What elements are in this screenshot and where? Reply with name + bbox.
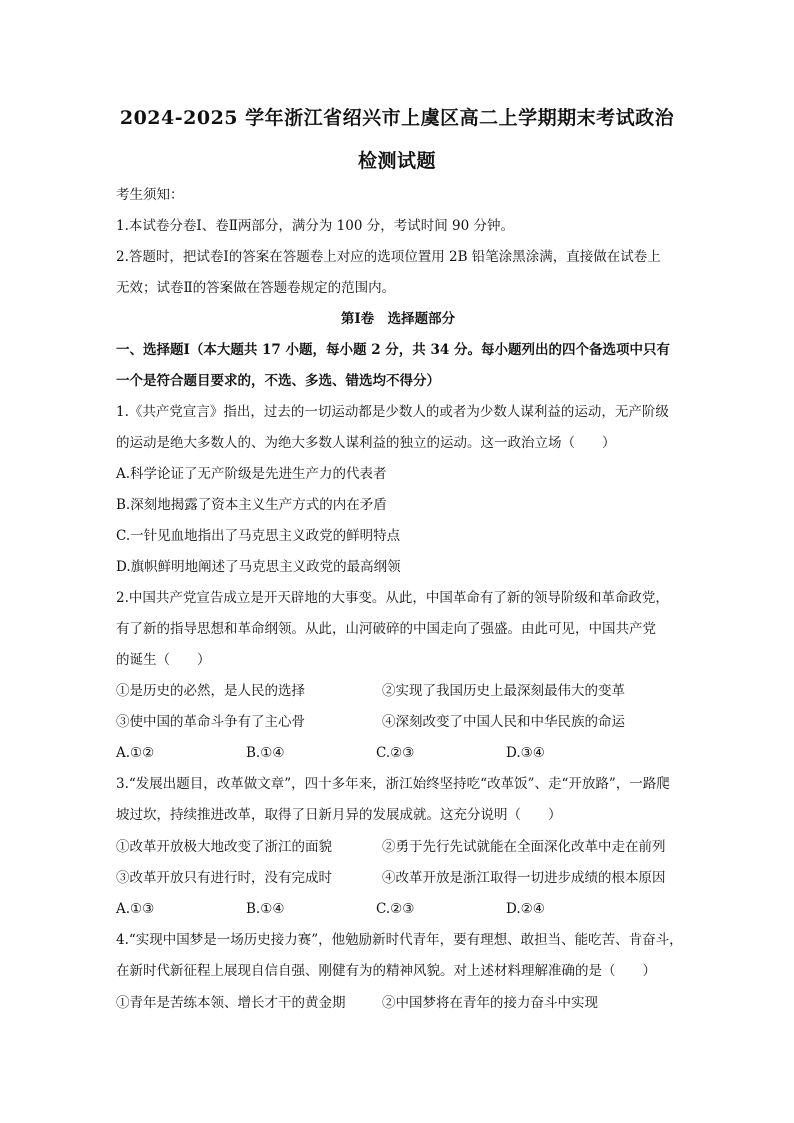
q4-item-2: ②中国梦将在青年的接力奋斗中实现 <box>382 995 598 1011</box>
q2-answer-a: A.①② <box>116 745 155 761</box>
q2-stem-line-1: 2.中国共产党宣告成立是开天辟地的大事变。从此，中国革命有了新的领导阶级和革命政党， <box>116 590 669 606</box>
part-heading-line-2: 一个是符合题目要求的，不选、多选、错选均不得分） <box>116 373 440 389</box>
exam-title-line-1: 2024-2025 学年浙江省绍兴市上虞区高二上学期期末考试政治 <box>119 107 675 129</box>
notice-heading: 考生须知： <box>116 187 184 203</box>
q3-answer-b: B.①④ <box>246 901 285 917</box>
q3-item-4: ④改革开放是浙江取得一切进步成绩的根本原因 <box>382 870 666 886</box>
part-heading-line-1: 一、选择题Ⅰ（本大题共 17 小题，每小题 2 分，共 34 分。每小题列出的四个备选项中只有 <box>116 342 670 358</box>
notice-item-2-line-1: 2.答题时，把试卷Ⅰ的答案在答题卷上对应的选项位置用 2B 铅笔涂黑涂满，直接做在试卷上 <box>116 249 661 265</box>
q1-option-c: C.一针见血地指出了马克思主义政党的鲜明特点 <box>116 528 401 544</box>
notice-item-2-line-2: 无效；试卷Ⅱ的答案做在答题卷规定的范围内。 <box>116 280 396 296</box>
q3-item-2: ②勇于先行先试就能在全面深化改革中走在前列 <box>382 839 666 855</box>
q3-answer-a: A.①③ <box>116 901 155 917</box>
q3-stem-line-1: 3.“发展出题目，改革做文章”，四十多年来，浙江始终坚持吃“改革饭”、走“开放路”，一路爬 <box>116 776 670 792</box>
q2-answer-b: B.①④ <box>246 745 285 761</box>
q2-answer-d: D.③④ <box>506 745 545 761</box>
q1-option-b: B.深刻地揭露了资本主义生产方式的内在矛盾 <box>116 497 387 513</box>
section-title: 第Ⅰ卷 选择题部分 <box>340 311 456 327</box>
q1-stem-line-2: 的运动是绝大多数人的、为绝大多数人谋利益的独立的运动。这一政治立场（ ） <box>116 435 616 451</box>
q4-item-1: ①青年是苦练本领、增长才干的黄金期 <box>116 995 346 1011</box>
q1-option-a: A.科学论证了无产阶级是先进生产力的代表者 <box>116 466 387 482</box>
notice-item-1: 1.本试卷分卷Ⅰ、卷Ⅱ两部分，满分为 100 分，考试时间 90 分钟。 <box>116 218 514 234</box>
q3-stem-line-2: 坡过坎，持续推进改革，取得了日新月异的发展成就。这充分说明（ ） <box>116 807 562 823</box>
q1-stem-line-1: 1.《共产党宣言》指出，过去的一切运动都是少数人的或者为少数人谋利益的运动，无产阶级 <box>116 404 669 420</box>
q2-answer-c: C.②③ <box>376 745 415 761</box>
q2-item-3: ③使中国的革命斗争有了主心骨 <box>116 714 305 730</box>
q3-item-3: ③改革开放只有进行时，没有完成时 <box>116 870 332 886</box>
q2-item-2: ②实现了我国历史上最深刻最伟大的变革 <box>382 683 625 699</box>
q2-stem-line-3: 的诞生（ ） <box>116 652 211 668</box>
q3-answer-c: C.②③ <box>376 901 415 917</box>
q2-item-1: ①是历史的必然，是人民的选择 <box>116 683 305 699</box>
q4-stem-line-2: 在新时代新征程上展现自信自强、刚健有为的精神风貌。对上述材料理解准确的是（ ） <box>116 963 656 979</box>
q4-stem-line-1: 4.“实现中国梦是一场历史接力赛”，他勉励新时代青年，要有理想、敢担当、能吃苦、肯奋斗， <box>116 932 683 948</box>
q3-answer-d: D.②④ <box>506 901 545 917</box>
q1-option-d: D.旗帜鲜明地阐述了马克思主义政党的最高纲领 <box>116 559 401 575</box>
exam-title-line-2: 检测试题 <box>357 150 436 172</box>
q2-stem-line-2: 有了新的指导思想和革命纲领。从此，山河破碎的中国走向了强盛。由此可见，中国共产党 <box>116 621 656 637</box>
q2-item-4: ④深刻改变了中国人民和中华民族的命运 <box>382 714 625 730</box>
q3-item-1: ①改革开放极大地改变了浙江的面貌 <box>116 839 332 855</box>
